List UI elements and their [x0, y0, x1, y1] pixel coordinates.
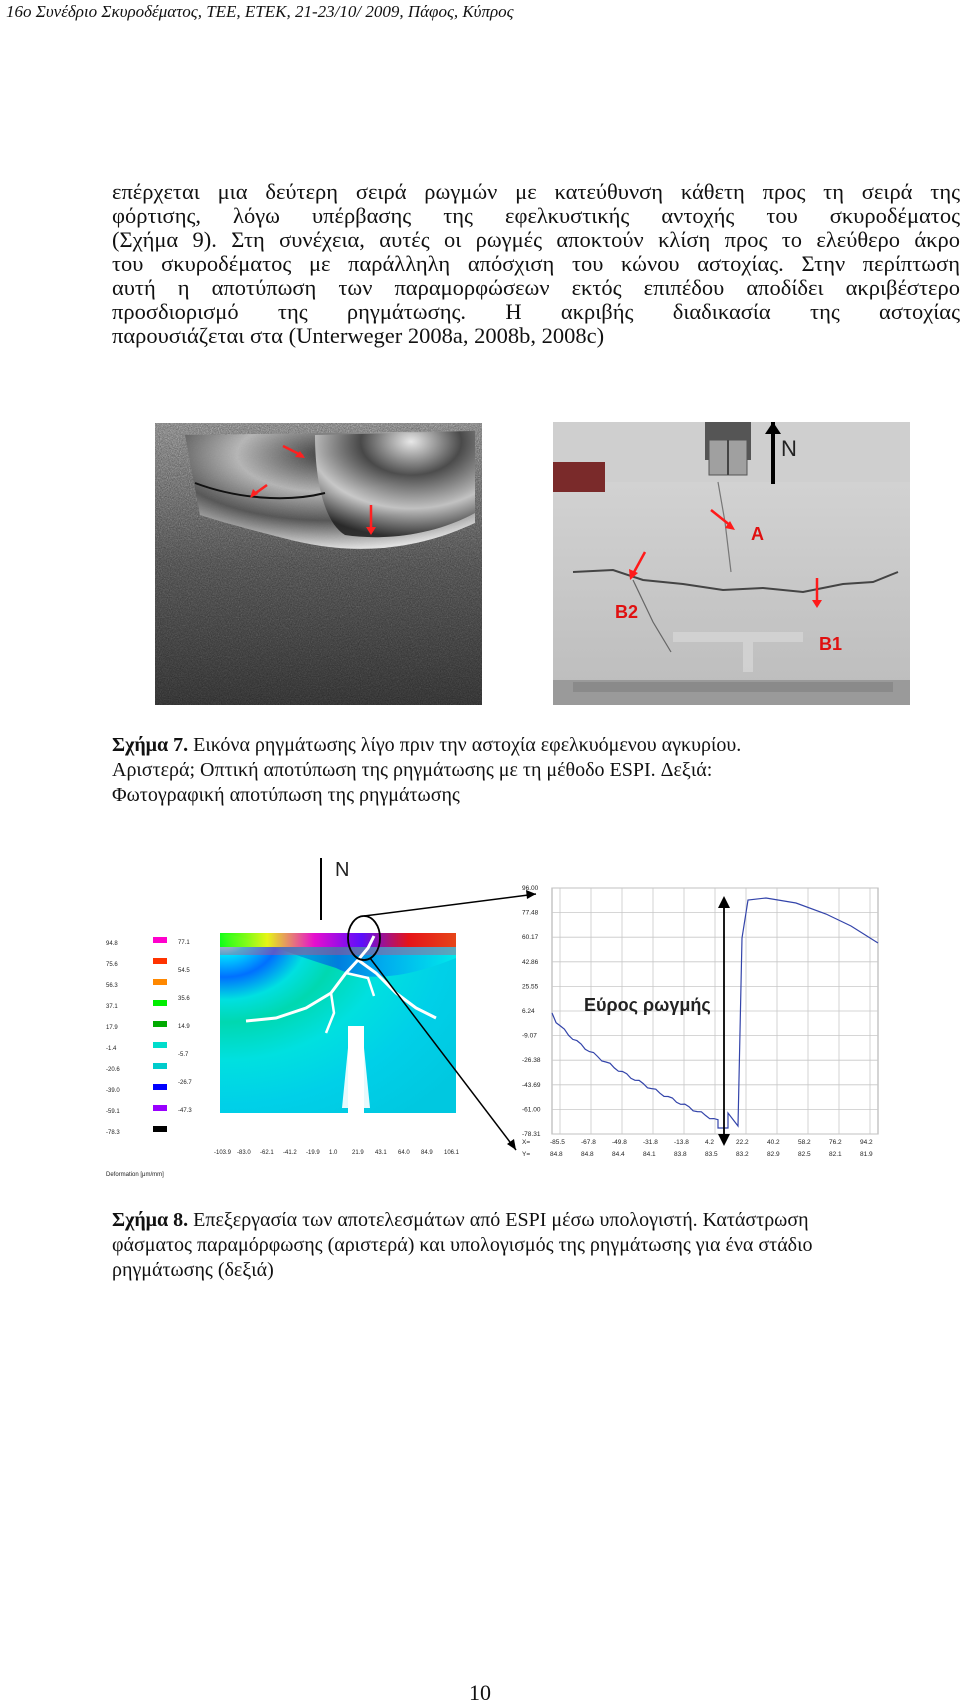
scale-label: -5.7 — [178, 1052, 189, 1058]
field-x-axis — [214, 1150, 460, 1156]
photo-label-b1: B1 — [819, 634, 843, 654]
figure8-caption-text: φάσματος παραμόρφωσης (αριστερά) και υπολογισμός της ρηγμάτωσης για ένα στάδιο — [112, 1234, 813, 1256]
photo-label-a: A — [751, 524, 764, 544]
legend-value: 75.6 — [106, 962, 118, 968]
graph-y-value: 82.9 — [767, 1151, 780, 1158]
graph-y-label: 60.17 — [522, 934, 539, 942]
paragraph-line: επέρχεται μια δεύτερη σειρά ρωγμών με κατεύθυνση κάθετη προς τη σειρά της — [112, 179, 960, 204]
graph-y-value: 84.8 — [550, 1151, 563, 1158]
figure7-caption-text: Φωτογραφική αποτύπωση της ρηγμάτωσης — [112, 784, 460, 806]
legend-swatch — [153, 1084, 167, 1090]
legend-swatch — [153, 1042, 167, 1048]
field-x-label: -103.9 — [214, 1150, 232, 1156]
field-x-label: 21.9 — [352, 1150, 364, 1156]
graph-x-label: 40.2 — [767, 1139, 780, 1146]
scale-label: -47.3 — [178, 1108, 192, 1114]
legend-swatch — [153, 1126, 167, 1132]
graph-x-prefix: X= — [522, 1139, 531, 1146]
paragraph-line: αυτή η αποτύπωση των παραμορφώσεων εκτός επιπέδου αποδίδει ακριβέστερο — [112, 275, 960, 300]
paragraph-line: του σκυροδέματος με παράλληλη απόσχιση του κώνου αστοχίας. Στην περίπτωση — [112, 251, 960, 276]
paragraph-line: παρουσιάζεται στα (Unterweger 2008a, 2008b, 2008c) — [112, 323, 605, 348]
graph-x-label: -85.5 — [550, 1139, 565, 1146]
graph-x-label: -31.8 — [643, 1139, 658, 1146]
field-x-label: -19.9 — [306, 1150, 320, 1156]
legend-swatch — [153, 958, 167, 964]
figure8-caption-text: ρηγμάτωσης (δεξιά) — [112, 1259, 274, 1281]
graph-y-label: 25.55 — [522, 983, 539, 991]
graph-x-label: 94.2 — [860, 1139, 873, 1146]
paragraph-line: (Σχήμα 9). Στη συνέχεια, αυτές οι ρωγμές αποκτούν κλίση προς το ελεύθερο άκρο — [112, 227, 960, 252]
field-x-label: 106.1 — [444, 1150, 460, 1156]
figure8-caption-text: Επεξεργασία των αποτελεσμάτων από ESPI μέσω υπολογιστή. Κατάστρωση — [188, 1209, 809, 1231]
espi-processing-figure — [106, 858, 886, 1178]
espi-speckle-image — [155, 423, 482, 705]
graph-y-value: 83.2 — [736, 1151, 749, 1158]
graph-x-label: 76.2 — [829, 1139, 842, 1146]
zoom-line — [364, 894, 536, 916]
legend-swatch — [153, 1063, 167, 1069]
legend-value: -1.4 — [106, 1046, 117, 1052]
scale-label: 14.9 — [178, 1024, 190, 1030]
color-legend — [106, 937, 167, 1136]
field-x-label: 1.0 — [329, 1150, 338, 1156]
figure8-caption-label: Σχήμα 8. — [112, 1209, 189, 1231]
field-x-label: -83.0 — [237, 1150, 251, 1156]
scale-label: 54.5 — [178, 968, 190, 974]
scale-label: -26.7 — [178, 1080, 192, 1086]
photo-label-n: N — [781, 436, 797, 461]
graph-x-label: -49.8 — [612, 1139, 627, 1146]
graph-x-label: 58.2 — [798, 1139, 811, 1146]
figure7-caption-text: Αριστερά; Οπτική αποτύπωση της ρηγμάτωσης με τη μέθοδο ESPI. Δεξιά: — [112, 759, 713, 781]
scale-labels — [178, 940, 192, 1114]
scale-label: 35.6 — [178, 996, 190, 1002]
page-number: 10 — [469, 1680, 491, 1705]
graph-y-label: -61.00 — [522, 1106, 541, 1114]
running-header: 16ο Συνέδριο Σκυροδέματος, ΤΕΕ, ΕΤΕΚ, 21-23/10/ 2009, Πάφος, Κύπρος — [6, 2, 514, 21]
graph-y-label: 96.00 — [522, 885, 539, 892]
legend-value: 94.8 — [106, 941, 118, 947]
crack-photograph — [553, 422, 910, 705]
legend-value: 17.9 — [106, 1025, 118, 1031]
field-x-label: 43.1 — [375, 1150, 387, 1156]
graph-y-label: -78.31 — [522, 1131, 541, 1138]
graph-y-label: 42.86 — [522, 958, 539, 966]
legend-value: -39.0 — [106, 1088, 120, 1094]
n-label: N — [335, 859, 350, 881]
legend-swatch — [153, 1000, 167, 1006]
graph-y-label: -43.69 — [522, 1081, 541, 1089]
graph-y-value: 83.5 — [705, 1151, 718, 1158]
crack-profile-graph — [522, 885, 878, 1158]
legend-swatch — [153, 1021, 167, 1027]
legend-value: 37.1 — [106, 1004, 118, 1010]
scale-label: 77.1 — [178, 940, 190, 946]
graph-y-value: 81.9 — [860, 1151, 873, 1158]
figure7-caption — [112, 733, 741, 808]
legend-value: -59.1 — [106, 1109, 120, 1115]
paragraph-line: φόρτισης, λόγω υπέρβασης της εφελκυστικής αντοχής του σκυροδέματος — [112, 203, 960, 228]
graph-x-label: 4.2 — [705, 1139, 715, 1146]
graph-y-value: 84.8 — [581, 1151, 594, 1158]
figure7-caption-text: Εικόνα ρηγμάτωσης λίγο πριν την αστοχία εφελκυόμενου αγκυρίου. — [188, 734, 742, 756]
graph-y-value: 84.1 — [643, 1151, 656, 1158]
legend-swatch — [153, 1105, 167, 1111]
graph-y-label: -26.38 — [522, 1057, 541, 1065]
graph-x-label: -67.8 — [581, 1139, 596, 1146]
field-x-label: -62.1 — [260, 1150, 274, 1156]
legend-value: -20.6 — [106, 1067, 120, 1073]
graph-y-label: 6.24 — [522, 1008, 535, 1015]
graph-y-value: 84.4 — [612, 1151, 625, 1158]
body-paragraph — [112, 180, 960, 348]
legend-value: 56.3 — [106, 983, 118, 989]
graph-y-value: 82.1 — [829, 1151, 842, 1158]
legend-swatch — [153, 979, 167, 985]
field-x-label: -41.2 — [283, 1150, 297, 1156]
legend-value: -78.3 — [106, 1130, 120, 1136]
legend-swatch — [153, 937, 167, 943]
figure7-caption-label: Σχήμα 7. — [112, 734, 189, 756]
crack-width-label: Εύρος ρωγμής — [584, 995, 711, 1015]
deformation-label: Deformation [μm/mm] — [106, 1172, 164, 1178]
graph-y-label: 77.48 — [522, 909, 539, 917]
graph-x-label: 22.2 — [736, 1139, 749, 1146]
graph-y-prefix: Y= — [522, 1151, 531, 1158]
field-x-label: 84.9 — [421, 1150, 433, 1156]
graph-y-label: -9.07 — [522, 1032, 537, 1040]
field-x-label: 64.0 — [398, 1150, 410, 1156]
figure8-caption — [112, 1208, 812, 1283]
paragraph-line: προσδιορισμό της ρηγμάτωσης. Η ακριβής διαδικασία της αστοχίας — [112, 299, 960, 324]
graph-y-value: 83.8 — [674, 1151, 687, 1158]
photo-label-b2: B2 — [615, 602, 639, 622]
graph-y-value: 82.5 — [798, 1151, 811, 1158]
graph-x-label: -13.8 — [674, 1139, 689, 1146]
